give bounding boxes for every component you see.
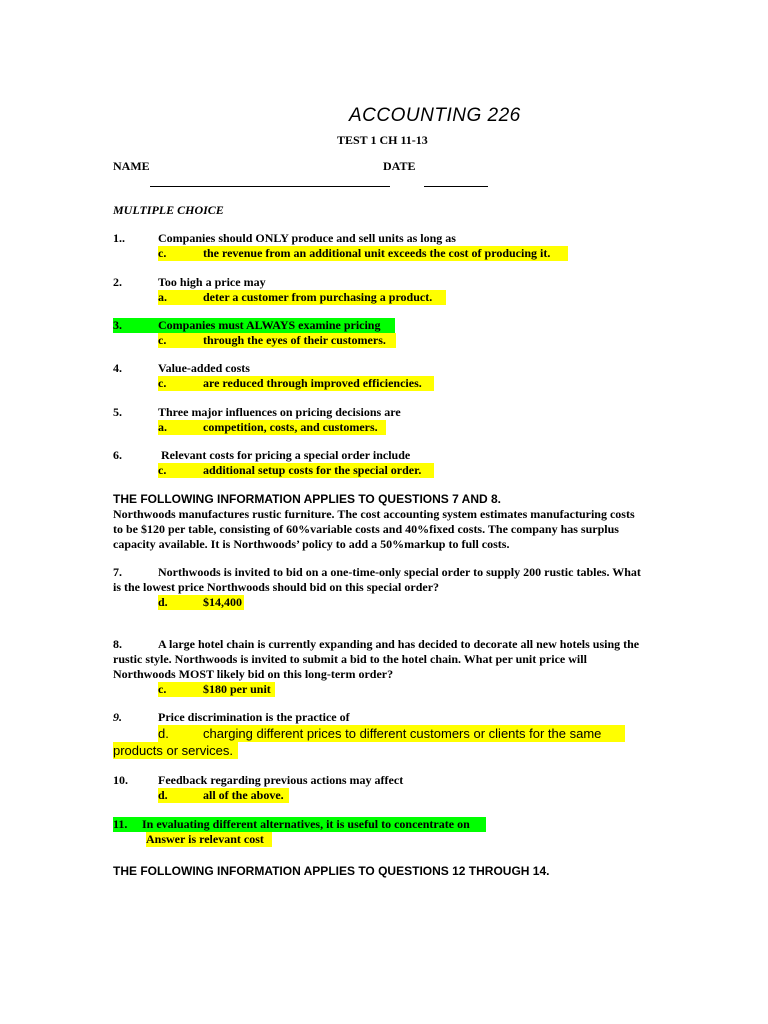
- question-number: 3.: [113, 318, 122, 332]
- answer-text: charging different prices to different customers or clients for the same: [203, 726, 602, 741]
- answer-letter: d.: [158, 726, 169, 741]
- question-text: Too high a price may: [158, 275, 266, 289]
- answer-letter: c.: [158, 246, 167, 260]
- answer-5: [158, 420, 386, 435]
- answer-letter: c.: [158, 682, 167, 696]
- question-number: 5.: [113, 405, 122, 419]
- answer-text: competition, costs, and customers.: [203, 420, 378, 434]
- question-text: Companies should ONLY produce and sell units as long as: [158, 231, 456, 245]
- question-text: Feedback regarding previous actions may affect: [158, 773, 404, 787]
- question-text: Price discrimination is the practice of: [158, 710, 350, 724]
- question-number: 1..: [113, 231, 125, 245]
- question-number: 6.: [113, 448, 122, 462]
- answer-text: Answer is relevant cost: [146, 832, 264, 846]
- answer-1: [158, 246, 568, 261]
- name-line: [150, 186, 390, 187]
- answer-letter: c.: [158, 463, 167, 477]
- question-number: 10.: [113, 773, 128, 787]
- answer-2: [158, 290, 446, 305]
- answer-text: additional setup costs for the special order.: [203, 463, 422, 477]
- answer-text: are reduced through improved efficiencies.: [203, 376, 422, 390]
- question-8-number: 8.: [113, 637, 122, 651]
- answer-3: [158, 333, 396, 348]
- answer-text: $180 per unit: [203, 682, 271, 696]
- answer-7: [158, 595, 244, 610]
- answer-4: [158, 376, 434, 391]
- answer-text: $14,400: [203, 595, 242, 609]
- answer-10: [158, 788, 289, 803]
- question-text: Value-added costs: [158, 361, 250, 375]
- question-7-text: Northwoods is invited to bid on a one-time-only special order to supply 200 rustic tables. What is the lowest price Northwoods should bid on this special order?: [113, 565, 641, 594]
- date-label: DATE: [383, 159, 416, 173]
- answer-6: [158, 463, 434, 478]
- question-number: 11.: [113, 817, 128, 831]
- question-8-text: A large hotel chain is currently expanding and has decided to decorate all new hotels using the rustic style. Northwoods is invited to submit a bid to the hotel chain. What per unit price will Northwoods MOST likely bid on this long-term order?: [113, 637, 640, 681]
- question-number: 4.: [113, 361, 122, 375]
- name-label: NAME: [113, 159, 150, 173]
- question-text: Companies must ALWAYS examine pricing: [158, 318, 381, 332]
- info-heading-12-14: THE FOLLOWING INFORMATION APPLIES TO QUESTIONS 12 THROUGH 14.: [113, 864, 550, 878]
- answer-letter: d.: [158, 788, 168, 802]
- question-text: Relevant costs for pricing a special order include: [158, 448, 411, 462]
- question-7-number: 7.: [113, 565, 122, 579]
- question-11: [113, 817, 486, 832]
- date-line: [424, 186, 488, 187]
- info-body-7-8: Northwoods manufactures rustic furniture. The cost accounting system estimates manufacturing costs to be $120 per table, consisting of 60%variable costs and 40%fixed costs. The company has surplus capacity available. It is Northwoods’ policy to add a 50%markup to full costs.: [113, 507, 635, 551]
- answer-text: through the eyes of their customers.: [203, 333, 386, 347]
- answer-8: [158, 682, 275, 697]
- question-text: Three major influences on pricing decisions are: [158, 405, 401, 419]
- question-number: 9.: [113, 710, 122, 724]
- info-heading-7-8: THE FOLLOWING INFORMATION APPLIES TO QUESTIONS 7 AND 8.: [113, 492, 502, 506]
- page-subtitle: TEST 1 CH 11-13: [337, 133, 428, 147]
- answer-letter: d.: [158, 595, 168, 609]
- answer-9-line-1: [158, 725, 625, 742]
- answer-letter: c.: [158, 376, 167, 390]
- answer-text: deter a customer from purchasing a product.: [203, 290, 433, 304]
- page-title: ACCOUNTING 226: [349, 105, 521, 126]
- answer-letter: a.: [158, 420, 167, 434]
- question-3: [113, 318, 395, 333]
- section-label: MULTIPLE CHOICE: [113, 203, 224, 217]
- answer-11: [146, 832, 272, 847]
- question-text: In evaluating different alternatives, it is useful to concentrate on: [142, 817, 470, 831]
- answer-text: all of the above.: [203, 788, 284, 802]
- answer-letter: a.: [158, 290, 167, 304]
- answer-letter: c.: [158, 333, 167, 347]
- question-number: 2.: [113, 275, 122, 289]
- answer-text: the revenue from an additional unit exceeds the cost of producing it.: [203, 246, 551, 260]
- answer-9-line-2: products or services.: [113, 742, 238, 759]
